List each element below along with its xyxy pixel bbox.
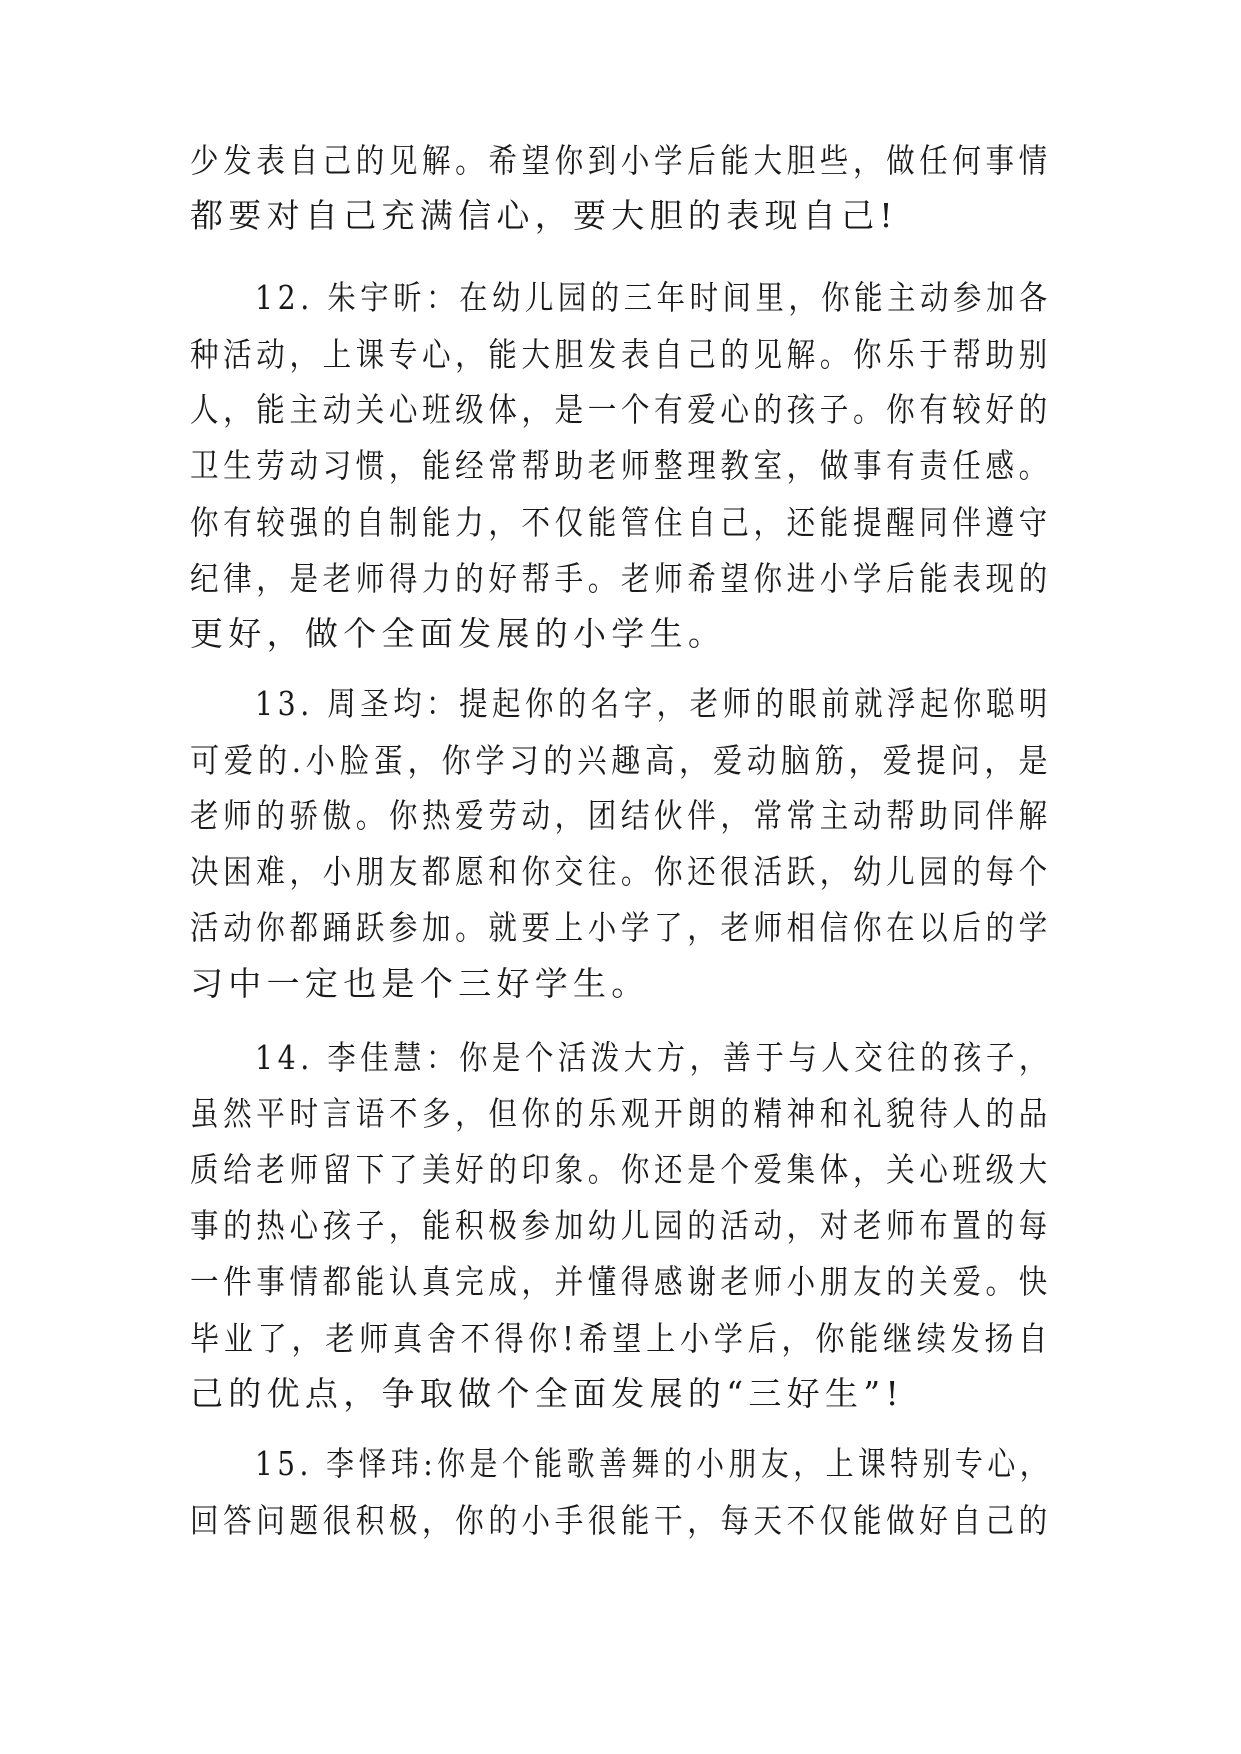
text-line: 决困难，小朋友都愿和你交往。你还很活跃，幼儿园的每个 [190, 852, 1052, 891]
text-line: 可爱的.小脸蛋，你学习的兴趣高，爱动脑筋，爱提问，是 [190, 741, 1053, 780]
text-line: 活动你都踊跃参加。就要上小学了，老师相信你在以后的学 [190, 908, 1052, 947]
text-line: 卫生劳动习惯，能经常帮助老师整理教室，做事有责任感。 [190, 446, 1052, 485]
text-line: 己的优点，争取做个全面发展的“三好生”! [190, 1374, 905, 1413]
text-line: 回答问题很积极，你的小手很能干，每天不仅能做好自己的 [190, 1501, 1052, 1540]
text-line: 一件事情都能认真完成，并懂得感谢老师小朋友的关爱。快 [190, 1262, 1052, 1301]
text-line: 习中一定也是个三好学生。 [190, 964, 650, 1003]
text-line: 质给老师留下了美好的印象。你还是个爱集体，关心班级大 [190, 1150, 1052, 1189]
text-line: 老师的骄傲。你热爱劳动，团结伙伴，常常主动帮助同伴解 [190, 796, 1052, 835]
text-line: 人，能主动关心班级体，是一个有爱心的孩子。你有较好的 [190, 390, 1052, 429]
text-line: 种活动，上课专心，能大胆发表自己的见解。你乐于帮助别 [190, 335, 1052, 374]
text-line: 事的热心孩子，能积极参加幼儿园的活动，对老师布置的每 [190, 1206, 1052, 1245]
text-line: 你有较强的自制能力，不仅能管住自己，还能提醒同伴遵守 [190, 503, 1052, 542]
text-line: 虽然平时言语不多，但你的乐观开朗的精神和礼貌待人的品 [190, 1094, 1052, 1133]
text-line: 少发表自己的见解。希望你到小学后能大胆些，做任何事情 [190, 141, 1052, 180]
paragraph-13-start: 13. 周圣均：提起你的名字，老师的眼前就浮起你聪明 [255, 684, 1052, 723]
text-line: 都要对自己充满信心，要大胆的表现自己! [190, 196, 898, 235]
paragraph-12-start: 12. 朱宇昕：在幼儿园的三年时间里，你能主动参加各 [255, 278, 1052, 317]
paragraph-15-start: 15. 李怿玮:你是个能歌善舞的小朋友，上课特别专心， [255, 1444, 1053, 1483]
text-line: 更好，做个全面发展的小学生。 [190, 614, 727, 653]
paragraph-14-start: 14. 李佳慧：你是个活泼大方，善于与人交往的孩子， [255, 1038, 1052, 1077]
text-line: 毕业了，老师真舍不得你!希望上小学后，你能继续发扬自 [190, 1319, 1053, 1358]
text-line: 纪律，是老师得力的好帮手。老师希望你进小学后能表现的 [190, 559, 1052, 598]
